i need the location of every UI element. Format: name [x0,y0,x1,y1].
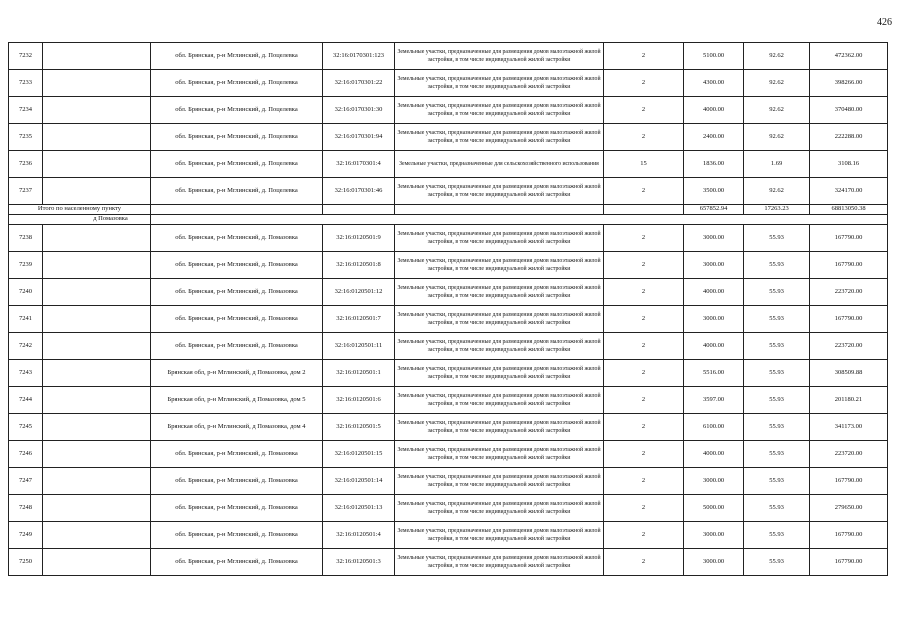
cadastral-number-cell: 32:16:0170301:22 [323,70,395,97]
land-use-cell: Земельные участки, предназначенные для размещения домов малоэтажной жилой застройки, в том числе индивидуальной жилой застройки [395,387,604,414]
row-number: 7234 [9,97,43,124]
cadastral-value-cell: 167790.00 [810,549,888,576]
land-use-cell: Земельные участки, предназначенные для размещения домов малоэтажной жилой застройки, в том числе индивидуальной жилой застройки [395,333,604,360]
rate-cell: 55.93 [744,495,810,522]
table-row [9,43,888,70]
address-cell: Брянская обл, р-н Мглинский, д Помазовка, дом 5 [151,387,323,414]
cadastral-number-cell: 32:16:0120501:4 [323,522,395,549]
area-cell: 5516.00 [684,360,744,387]
cadastral-value-table [8,42,888,576]
area-cell: 3000.00 [684,225,744,252]
empty-cell [43,441,151,468]
land-use-cell: Земельные участки, предназначенные для размещения домов малоэтажной жилой застройки, в том числе индивидуальной жилой застройки [395,43,604,70]
cadastral-number-cell: 32:16:0170301:30 [323,97,395,124]
rate-cell: 92.62 [744,97,810,124]
cadastral-number-cell: 32:16:0120501:15 [323,441,395,468]
address-cell: обл. Брянская, р-н Мглинский, д. Поцелевка [151,97,323,124]
row-number: 7246 [9,441,43,468]
empty-cell [43,124,151,151]
rate-cell: 55.93 [744,333,810,360]
empty-cell [43,178,151,205]
total-label: Итого по населенному пункту [9,205,151,215]
group-cell: 15 [604,151,684,178]
cadastral-value-cell: 370480.00 [810,97,888,124]
group-cell: 2 [604,468,684,495]
land-use-cell: Земельные участки, предназначенные для размещения домов малоэтажной жилой застройки, в том числе индивидуальной жилой застройки [395,279,604,306]
address-cell: обл. Брянская, р-н Мглинский, д. Поцелевка [151,151,323,178]
total-value: 68813050.38 [810,205,888,215]
empty-cell [43,97,151,124]
cadastral-value-cell: 398266.00 [810,70,888,97]
rate-cell: 55.93 [744,360,810,387]
land-use-cell: Земельные участки, предназначенные для размещения домов малоэтажной жилой застройки, в том числе индивидуальной жилой застройки [395,252,604,279]
row-number: 7241 [9,306,43,333]
group-cell: 2 [604,387,684,414]
area-cell: 3000.00 [684,522,744,549]
locality-group-label: д Помазовка [9,215,151,225]
area-cell: 5100.00 [684,43,744,70]
total-rate: 17263.23 [744,205,810,215]
empty-cell [43,279,151,306]
cadastral-number-cell: 32:16:0120501:6 [323,387,395,414]
group-cell: 2 [604,549,684,576]
area-cell: 6100.00 [684,414,744,441]
cadastral-number-cell: 32:16:0120501:7 [323,306,395,333]
total-row [9,205,888,215]
empty-cell [151,205,323,215]
area-cell: 3000.00 [684,306,744,333]
group-cell: 2 [604,414,684,441]
empty-cell [323,205,395,215]
area-cell: 3000.00 [684,468,744,495]
page-number: 426 [877,17,892,28]
address-cell: обл. Брянская, р-н Мглинский, д. Помазовка [151,279,323,306]
cadastral-value-cell: 167790.00 [810,522,888,549]
group-header-row [9,215,888,225]
empty-cell [43,225,151,252]
table-row [9,549,888,576]
total-area: 657852.94 [684,205,744,215]
cadastral-value-cell: 167790.00 [810,306,888,333]
group-cell: 2 [604,43,684,70]
empty-cell [395,205,604,215]
total-section [9,205,888,225]
address-cell: обл. Брянская, р-н Мглинский, д. Поцелевка [151,43,323,70]
cadastral-value-cell: 201180.21 [810,387,888,414]
address-cell: обл. Брянская, р-н Мглинский, д. Помазовка [151,333,323,360]
group-cell: 2 [604,70,684,97]
group-cell: 2 [604,279,684,306]
table-row [9,70,888,97]
empty-cell [43,360,151,387]
land-use-cell: Земельные участки, предназначенные для размещения домов малоэтажной жилой застройки, в том числе индивидуальной жилой застройки [395,522,604,549]
address-cell: обл. Брянская, р-н Мглинский, д. Помазовка [151,522,323,549]
table-row [9,97,888,124]
cadastral-value-cell: 167790.00 [810,252,888,279]
cadastral-number-cell: 32:16:0170301:46 [323,178,395,205]
rate-cell: 55.93 [744,279,810,306]
cadastral-number-cell: 32:16:0170301:4 [323,151,395,178]
cadastral-value-cell: 223720.00 [810,279,888,306]
land-use-cell: Земельные участки, предназначенные для размещения домов малоэтажной жилой застройки, в том числе индивидуальной жилой застройки [395,495,604,522]
area-cell: 3500.00 [684,178,744,205]
empty-cell [43,70,151,97]
row-number: 7240 [9,279,43,306]
address-cell: Брянская обл, р-н Мглинский, д Помазовка, дом 2 [151,360,323,387]
table-row [9,333,888,360]
cadastral-value-cell: 223720.00 [810,333,888,360]
area-cell: 3597.00 [684,387,744,414]
rows-part-2 [9,225,888,576]
rate-cell: 55.93 [744,522,810,549]
land-use-cell: Земельные участки, предназначенные для размещения домов малоэтажной жилой застройки, в том числе индивидуальной жилой застройки [395,414,604,441]
address-cell: обл. Брянская, р-н Мглинский, д. Помазовка [151,441,323,468]
rate-cell: 92.62 [744,178,810,205]
group-cell: 2 [604,441,684,468]
row-number: 7239 [9,252,43,279]
group-cell: 2 [604,333,684,360]
area-cell: 5000.00 [684,495,744,522]
address-cell: обл. Брянская, р-н Мглинский, д. Помазовка [151,225,323,252]
table-row [9,151,888,178]
cadastral-number-cell: 32:16:0120501:3 [323,549,395,576]
empty-cell [43,549,151,576]
cadastral-number-cell: 32:16:0120501:8 [323,252,395,279]
area-cell: 1836.00 [684,151,744,178]
group-cell: 2 [604,360,684,387]
cadastral-value-cell: 341173.00 [810,414,888,441]
row-number: 7248 [9,495,43,522]
land-use-cell: Земельные участки, предназначенные для размещения домов малоэтажной жилой застройки, в том числе индивидуальной жилой застройки [395,70,604,97]
rate-cell: 55.93 [744,468,810,495]
rows-part-1 [9,43,888,205]
group-cell: 2 [604,306,684,333]
cadastral-value-cell: 167790.00 [810,225,888,252]
table-row [9,225,888,252]
rate-cell: 55.93 [744,549,810,576]
cadastral-number-cell: 32:16:0120501:9 [323,225,395,252]
group-cell: 2 [604,495,684,522]
row-number: 7233 [9,70,43,97]
rate-cell: 92.62 [744,43,810,70]
area-cell: 4300.00 [684,70,744,97]
group-cell: 2 [604,252,684,279]
cadastral-value-cell: 308509.88 [810,360,888,387]
cadastral-number-cell: 32:16:0120501:14 [323,468,395,495]
rate-cell: 55.93 [744,441,810,468]
cadastral-number-cell: 32:16:0170301:94 [323,124,395,151]
cadastral-number-cell: 32:16:0120501:5 [323,414,395,441]
land-use-cell: Земельные участки, предназначенные для размещения домов малоэтажной жилой застройки, в том числе индивидуальной жилой застройки [395,306,604,333]
area-cell: 4000.00 [684,333,744,360]
table-row [9,178,888,205]
empty-cell [43,252,151,279]
empty-cell [151,215,888,225]
row-number: 7244 [9,387,43,414]
address-cell: обл. Брянская, р-н Мглинский, д. Помазовка [151,549,323,576]
area-cell: 2400.00 [684,124,744,151]
cadastral-value-cell: 167790.00 [810,468,888,495]
area-cell: 3000.00 [684,252,744,279]
area-cell: 4000.00 [684,441,744,468]
cadastral-number-cell: 32:16:0120501:1 [323,360,395,387]
land-use-cell: Земельные участки, предназначенные для размещения домов малоэтажной жилой застройки, в том числе индивидуальной жилой застройки [395,124,604,151]
cadastral-number-cell: 32:16:0120501:12 [323,279,395,306]
cadastral-number-cell: 32:16:0170301:123 [323,43,395,70]
land-use-cell: Земельные участки, предназначенные для размещения домов малоэтажной жилой застройки, в том числе индивидуальной жилой застройки [395,178,604,205]
group-cell: 2 [604,225,684,252]
empty-cell [43,306,151,333]
table-row [9,252,888,279]
address-cell: обл. Брянская, р-н Мглинский, д. Помазовка [151,468,323,495]
empty-cell [43,387,151,414]
cadastral-number-cell: 32:16:0120501:11 [323,333,395,360]
row-number: 7247 [9,468,43,495]
group-cell: 2 [604,178,684,205]
table-row [9,414,888,441]
address-cell: обл. Брянская, р-н Мглинский, д. Помазовка [151,495,323,522]
empty-cell [43,414,151,441]
land-use-cell: Земельные участки, предназначенные для размещения домов малоэтажной жилой застройки, в том числе индивидуальной жилой застройки [395,441,604,468]
table-row [9,468,888,495]
address-cell: Брянская обл, р-н Мглинский, д Помазовка, дом 4 [151,414,323,441]
row-number: 7232 [9,43,43,70]
empty-cell [43,522,151,549]
land-use-cell: Земельные участки, предназначенные для размещения домов малоэтажной жилой застройки, в том числе индивидуальной жилой застройки [395,97,604,124]
row-number: 7237 [9,178,43,205]
land-use-cell: Земельные участки, предназначенные для сельскохозяйственного использования [395,151,604,178]
table-row [9,495,888,522]
table-row [9,279,888,306]
row-number: 7235 [9,124,43,151]
address-cell: обл. Брянская, р-н Мглинский, д. Поцелевка [151,178,323,205]
rate-cell: 92.62 [744,70,810,97]
empty-cell [604,205,684,215]
rate-cell: 55.93 [744,414,810,441]
area-cell: 4000.00 [684,279,744,306]
empty-cell [43,333,151,360]
area-cell: 4000.00 [684,97,744,124]
cadastral-value-cell: 223720.00 [810,441,888,468]
empty-cell [43,43,151,70]
cadastral-value-cell: 222288.00 [810,124,888,151]
group-cell: 2 [604,124,684,151]
rate-cell: 55.93 [744,387,810,414]
cadastral-value-cell: 3108.16 [810,151,888,178]
cadastral-value-cell: 324170.00 [810,178,888,205]
row-number: 7249 [9,522,43,549]
rate-cell: 55.93 [744,252,810,279]
group-cell: 2 [604,522,684,549]
row-number: 7236 [9,151,43,178]
address-cell: обл. Брянская, р-н Мглинский, д. Помазовка [151,306,323,333]
row-number: 7242 [9,333,43,360]
address-cell: обл. Брянская, р-н Мглинский, д. Поцелевка [151,124,323,151]
table-row [9,441,888,468]
land-use-cell: Земельные участки, предназначенные для размещения домов малоэтажной жилой застройки, в том числе индивидуальной жилой застройки [395,468,604,495]
table-row [9,387,888,414]
rate-cell: 92.62 [744,124,810,151]
land-use-cell: Земельные участки, предназначенные для размещения домов малоэтажной жилой застройки, в том числе индивидуальной жилой застройки [395,225,604,252]
area-cell: 3000.00 [684,549,744,576]
rate-cell: 55.93 [744,225,810,252]
table-row [9,360,888,387]
row-number: 7238 [9,225,43,252]
empty-cell [43,468,151,495]
cadastral-value-cell: 279650.00 [810,495,888,522]
cadastral-number-cell: 32:16:0120501:13 [323,495,395,522]
address-cell: обл. Брянская, р-н Мглинский, д. Поцелевка [151,70,323,97]
address-cell: обл. Брянская, р-н Мглинский, д. Помазовка [151,252,323,279]
row-number: 7243 [9,360,43,387]
empty-cell [43,151,151,178]
rate-cell: 1.69 [744,151,810,178]
table-row [9,522,888,549]
rate-cell: 55.93 [744,306,810,333]
row-number: 7245 [9,414,43,441]
row-number: 7250 [9,549,43,576]
land-use-cell: Земельные участки, предназначенные для размещения домов малоэтажной жилой застройки, в том числе индивидуальной жилой застройки [395,360,604,387]
table-row [9,124,888,151]
table-row [9,306,888,333]
group-cell: 2 [604,97,684,124]
land-use-cell: Земельные участки, предназначенные для размещения домов малоэтажной жилой застройки, в том числе индивидуальной жилой застройки [395,549,604,576]
cadastral-value-cell: 472362.00 [810,43,888,70]
empty-cell [43,495,151,522]
